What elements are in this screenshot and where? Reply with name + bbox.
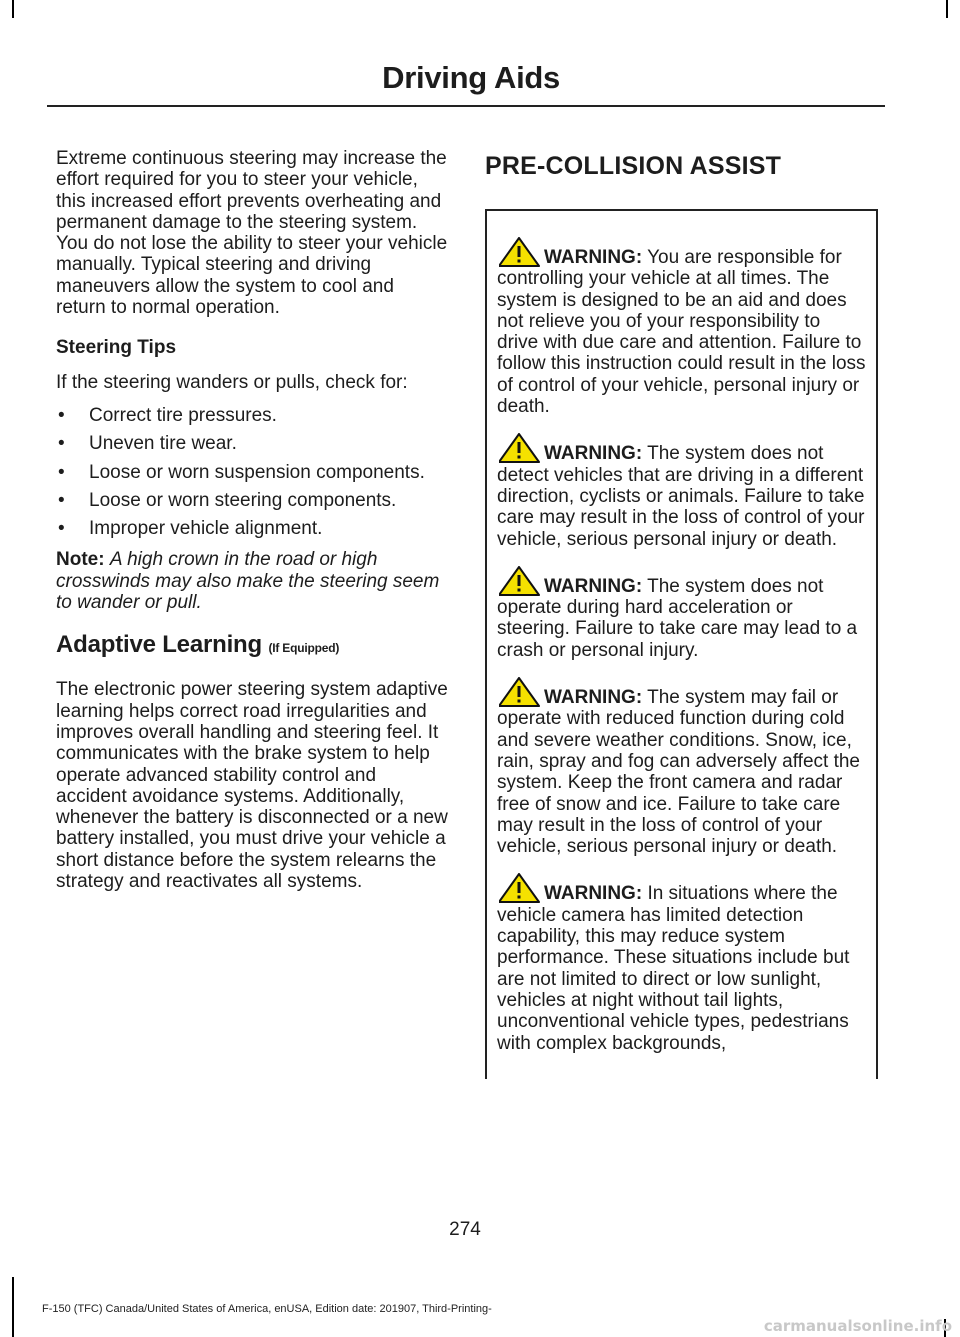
left-column [56, 148, 448, 911]
right-column [485, 148, 880, 1079]
bullet-glyph: • [58, 489, 65, 511]
adaptive-learning-paragraph: The electronic power steering system adaptive learning helps correct road irregularities and improves overall handling and steering feel. It communicates with the brake system to help operate advanced stability control and accident avoidance systems. Additionally, whenever the battery is disconnected or a new battery installed, you must drive your vehicle a short distance before the system relearns the strategy and reactivates all systems. [56, 679, 448, 893]
pre-collision-heading: PRE-COLLISION ASSIST [485, 152, 782, 180]
note-paragraph [56, 549, 448, 613]
warning-triangle-icon [499, 566, 541, 596]
warning-item [497, 433, 866, 549]
edition-footer: F-150 (TFC) Canada/United States of America, enUSA, Edition date: 201907, Third-Printing- [42, 1303, 492, 1315]
warning-text: The system does not operate during hard acceleration or steering. Failure to take care may lead to a crash or personal injury. [497, 575, 858, 661]
steering-check-list [56, 405, 448, 539]
crop-mark-top-left [12, 0, 14, 18]
bullet-glyph: • [58, 404, 65, 426]
warning-text: You are responsible for controlling your vehicle at all times. The system is designed to be an aid and does not relieve you of your responsibility to drive with due care and attention. Failure to follow this instruction could result in the loss of control of your vehicle, personal injury or death. [497, 247, 866, 418]
list-item: • Uneven tire wear. [58, 433, 237, 455]
page-number: 274 [449, 1219, 481, 1240]
warning-triangle-icon [499, 873, 541, 903]
warning-label: WARNING: [544, 575, 643, 597]
warning-text: The system does not detect vehicles that are driving in a different direction, cyclists or animals. Failure to take care may result in the loss of control of your vehicle, serious personal injury or death. [497, 443, 865, 550]
warning-triangle-icon [499, 677, 541, 707]
list-item: • Loose or worn steering components. [58, 489, 397, 511]
warning-text: The system may fail or operate with reduced function during cold and severe weather conditions. Snow, ice, rain, spray and fog can adversely affect the system. Keep the front camera and radar free of snow and ice. Failure to take care may result in the loss of control of your vehicle, serious personal injury or death. [497, 687, 860, 858]
warning-label: WARNING: [544, 443, 643, 465]
warning-label: WARNING: [544, 247, 643, 268]
warning-label: WARNING: [544, 687, 643, 709]
header-divider [47, 105, 885, 107]
warning-item [497, 237, 866, 417]
bullet-glyph: • [58, 433, 65, 455]
warning-item [497, 566, 866, 661]
if-equipped-tag: (If Equipped) [268, 641, 340, 656]
list-item: • Loose or worn suspension components. [58, 461, 425, 483]
adaptive-learning-heading: Adaptive Learning (If Equipped) [56, 631, 340, 659]
intro-paragraph: Extreme continuous steering may increase the effort required for you to steer your vehicle, this increased effort prevents overheating and permanent damage to the steering system. You do not lose the ability to steer your vehicle manually. Typical steering and driving maneuvers allow the system to cool and return to normal operation. [56, 148, 448, 319]
bullet-glyph: • [58, 518, 65, 540]
warning-item [497, 873, 866, 1053]
note-label: Note: [56, 549, 105, 571]
list-item: • Correct tire pressures. [58, 404, 277, 426]
warning-item [497, 677, 866, 857]
section-title: Driving Aids [382, 60, 560, 95]
crop-mark-top-right [946, 0, 948, 18]
steering-tips-heading: Steering Tips [56, 337, 177, 359]
site-watermark: carmanualsonline.info [763, 1317, 952, 1335]
crop-mark-bottom-left [12, 1277, 14, 1337]
warning-box [485, 209, 878, 1079]
steering-tips-lead: If the steering wanders or pulls, check for: [56, 371, 408, 393]
warning-label: WARNING: [544, 883, 643, 905]
warning-triangle-icon [499, 433, 541, 463]
warning-triangle-icon [499, 237, 541, 267]
bullet-glyph: • [58, 461, 65, 483]
note-text: A high crown in the road or high crosswinds may also make the steering seem to wander or pull. [56, 549, 440, 614]
list-item: • Improper vehicle alignment. [58, 518, 323, 540]
warning-text: In situations where the vehicle camera has limited detection capability, this may reduce system performance. These situations include but are not limited to direct or low sunlight, vehicles at night without tail lights, unconventional vehicle types, pedestrians with complex backgrounds, [497, 883, 850, 1054]
